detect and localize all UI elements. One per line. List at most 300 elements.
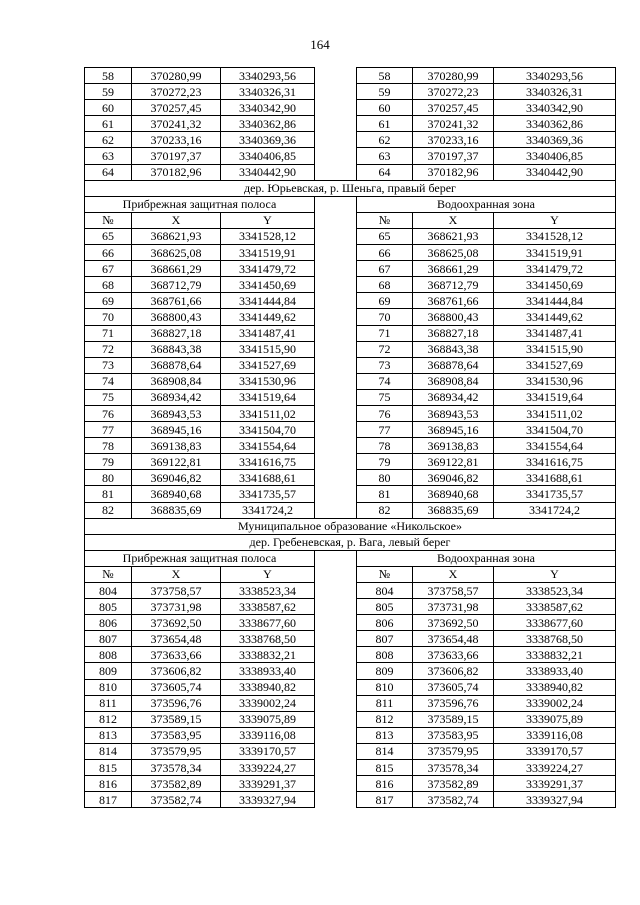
x-coordinate-cell: 373758,57 <box>413 583 494 599</box>
column-gap <box>315 663 357 679</box>
point-number-cell: 78 <box>357 438 413 454</box>
point-number-cell: 815 <box>357 760 413 776</box>
x-coordinate-cell: 368835,69 <box>132 502 221 518</box>
x-coordinate-cell: 368625,08 <box>413 245 494 261</box>
x-coordinate-cell: 373578,34 <box>132 760 221 776</box>
point-number-cell: 811 <box>357 695 413 711</box>
y-coordinate-cell: 3341616,75 <box>494 454 616 470</box>
column-gap <box>315 277 357 293</box>
y-coordinate-cell: 3339291,37 <box>494 776 616 792</box>
y-coordinate-cell: 3340362,86 <box>494 116 616 132</box>
column-header-num: № <box>357 212 413 228</box>
point-number-cell: 80 <box>85 470 132 486</box>
x-coordinate-cell: 373692,50 <box>413 615 494 631</box>
y-coordinate-cell: 3338832,21 <box>494 647 616 663</box>
column-gap <box>315 68 357 84</box>
column-gap <box>315 727 357 743</box>
x-coordinate-cell: 369138,83 <box>132 438 221 454</box>
x-coordinate-cell: 370182,96 <box>132 164 221 180</box>
y-coordinate-cell: 3340293,56 <box>494 68 616 84</box>
section-title: Муниципальное образование «Никольское» <box>85 518 616 534</box>
x-coordinate-cell: 369046,82 <box>413 470 494 486</box>
point-number-cell: 807 <box>357 631 413 647</box>
point-number-cell: 69 <box>85 293 132 309</box>
point-number-cell: 814 <box>357 743 413 759</box>
point-number-cell: 816 <box>357 776 413 792</box>
y-coordinate-cell: 3341511,02 <box>494 405 616 421</box>
y-coordinate-cell: 3341487,41 <box>221 325 315 341</box>
y-coordinate-cell: 3341511,02 <box>221 405 315 421</box>
column-gap <box>315 228 357 244</box>
y-coordinate-cell: 3339002,24 <box>221 695 315 711</box>
table-row <box>85 389 616 405</box>
column-gap <box>315 566 357 582</box>
column-gap <box>315 132 357 148</box>
column-gap <box>315 261 357 277</box>
column-header-x: X <box>132 212 221 228</box>
table-row <box>85 100 616 116</box>
y-coordinate-cell: 3339075,89 <box>494 711 616 727</box>
y-coordinate-cell: 3339327,94 <box>494 792 616 808</box>
table-row <box>85 405 616 421</box>
table-row <box>85 599 616 615</box>
x-coordinate-cell: 368945,16 <box>132 422 221 438</box>
y-coordinate-cell: 3341735,57 <box>221 486 315 502</box>
column-gap <box>315 373 357 389</box>
table-row <box>85 454 616 470</box>
section-title: дер. Юрьевская, р. Шеньга, правый берег <box>85 180 616 196</box>
x-coordinate-cell: 370241,32 <box>413 116 494 132</box>
x-coordinate-cell: 373578,34 <box>413 760 494 776</box>
point-number-cell: 68 <box>85 277 132 293</box>
table-row <box>85 132 616 148</box>
x-coordinate-cell: 373582,74 <box>413 792 494 808</box>
table-row <box>85 631 616 647</box>
column-gap <box>315 341 357 357</box>
column-gap <box>315 293 357 309</box>
x-coordinate-cell: 368621,93 <box>132 228 221 244</box>
x-coordinate-cell: 373583,95 <box>413 727 494 743</box>
section-title: дер. Гребеневская, р. Вага, левый берег <box>85 534 616 550</box>
y-coordinate-cell: 3341504,70 <box>494 422 616 438</box>
table-row <box>85 261 616 277</box>
column-header-num: № <box>85 212 132 228</box>
y-coordinate-cell: 3340406,85 <box>221 148 315 164</box>
y-coordinate-cell: 3341479,72 <box>221 261 315 277</box>
y-coordinate-cell: 3338768,50 <box>221 631 315 647</box>
y-coordinate-cell: 3341688,61 <box>494 470 616 486</box>
y-coordinate-cell: 3339002,24 <box>494 695 616 711</box>
x-coordinate-cell: 373579,95 <box>132 743 221 759</box>
point-number-cell: 75 <box>357 389 413 405</box>
y-coordinate-cell: 3339170,57 <box>221 743 315 759</box>
x-coordinate-cell: 370280,99 <box>132 68 221 84</box>
point-number-cell: 81 <box>85 486 132 502</box>
point-number-cell: 810 <box>85 679 132 695</box>
column-gap <box>315 583 357 599</box>
column-gap <box>315 550 357 566</box>
point-number-cell: 812 <box>357 711 413 727</box>
y-coordinate-cell: 3339224,27 <box>221 760 315 776</box>
y-coordinate-cell: 3341515,90 <box>494 341 616 357</box>
column-gap <box>315 245 357 261</box>
point-number-cell: 58 <box>357 68 413 84</box>
table-row <box>85 228 616 244</box>
point-number-cell: 812 <box>85 711 132 727</box>
y-coordinate-cell: 3341519,91 <box>494 245 616 261</box>
point-number-cell: 809 <box>85 663 132 679</box>
x-coordinate-cell: 370233,16 <box>413 132 494 148</box>
y-coordinate-cell: 3338677,60 <box>494 615 616 631</box>
y-coordinate-cell: 3338933,40 <box>494 663 616 679</box>
y-coordinate-cell: 3341735,57 <box>494 486 616 502</box>
table-row <box>85 615 616 631</box>
column-gap <box>315 776 357 792</box>
y-coordinate-cell: 3341724,2 <box>221 502 315 518</box>
point-number-cell: 806 <box>85 615 132 631</box>
column-header-num: № <box>85 566 132 582</box>
x-coordinate-cell: 368878,64 <box>132 357 221 373</box>
point-number-cell: 73 <box>85 357 132 373</box>
y-coordinate-cell: 3339291,37 <box>221 776 315 792</box>
section-title-row <box>85 180 616 196</box>
point-number-cell: 804 <box>357 583 413 599</box>
column-header-y: Y <box>221 212 315 228</box>
table-row <box>85 68 616 84</box>
y-coordinate-cell: 3341519,64 <box>221 389 315 405</box>
x-coordinate-cell: 370280,99 <box>413 68 494 84</box>
y-coordinate-cell: 3341528,12 <box>221 228 315 244</box>
column-gap <box>315 502 357 518</box>
coastal-protective-strip-header: Прибрежная защитная полоса <box>85 550 315 566</box>
x-coordinate-cell: 368761,66 <box>132 293 221 309</box>
column-gap <box>315 679 357 695</box>
x-coordinate-cell: 373731,98 <box>413 599 494 615</box>
point-number-cell: 813 <box>85 727 132 743</box>
table-row <box>85 583 616 599</box>
x-coordinate-cell: 368835,69 <box>413 502 494 518</box>
point-number-cell: 72 <box>85 341 132 357</box>
y-coordinate-cell: 3341444,84 <box>221 293 315 309</box>
y-coordinate-cell: 3341528,12 <box>494 228 616 244</box>
column-gap <box>315 760 357 776</box>
table-row <box>85 293 616 309</box>
x-coordinate-cell: 368843,38 <box>413 341 494 357</box>
y-coordinate-cell: 3341554,64 <box>494 438 616 454</box>
column-header-x: X <box>413 566 494 582</box>
point-number-cell: 807 <box>85 631 132 647</box>
x-coordinate-cell: 373596,76 <box>132 695 221 711</box>
point-number-cell: 804 <box>85 583 132 599</box>
column-gap <box>315 631 357 647</box>
table-row <box>85 84 616 100</box>
point-number-cell: 66 <box>85 245 132 261</box>
point-number-cell: 67 <box>357 261 413 277</box>
x-coordinate-cell: 368712,79 <box>413 277 494 293</box>
x-coordinate-cell: 373731,98 <box>132 599 221 615</box>
point-number-cell: 69 <box>357 293 413 309</box>
y-coordinate-cell: 3341519,91 <box>221 245 315 261</box>
y-coordinate-cell: 3341444,84 <box>494 293 616 309</box>
column-gap <box>315 309 357 325</box>
table-row <box>85 647 616 663</box>
x-coordinate-cell: 370272,23 <box>132 84 221 100</box>
x-coordinate-cell: 373596,76 <box>413 695 494 711</box>
table-row <box>85 164 616 180</box>
x-coordinate-cell: 368827,18 <box>132 325 221 341</box>
point-number-cell: 63 <box>85 148 132 164</box>
coastal-protective-strip-header: Прибрежная защитная полоса <box>85 196 315 212</box>
x-coordinate-cell: 370257,45 <box>413 100 494 116</box>
table-row <box>85 502 616 518</box>
y-coordinate-cell: 3341450,69 <box>221 277 315 293</box>
point-number-cell: 62 <box>357 132 413 148</box>
y-coordinate-cell: 3338587,62 <box>494 599 616 615</box>
table-row <box>85 760 616 776</box>
x-coordinate-cell: 373758,57 <box>132 583 221 599</box>
y-coordinate-cell: 3341515,90 <box>221 341 315 357</box>
y-coordinate-cell: 3338768,50 <box>494 631 616 647</box>
column-header-x: X <box>132 566 221 582</box>
column-gap <box>315 486 357 502</box>
table-row <box>85 792 616 808</box>
table-row <box>85 695 616 711</box>
point-number-cell: 60 <box>85 100 132 116</box>
point-number-cell: 81 <box>357 486 413 502</box>
table-row <box>85 116 616 132</box>
column-header-y: Y <box>221 566 315 582</box>
column-header-x: X <box>413 212 494 228</box>
y-coordinate-cell: 3339170,57 <box>494 743 616 759</box>
x-coordinate-cell: 373582,89 <box>132 776 221 792</box>
point-number-cell: 59 <box>357 84 413 100</box>
column-header-num: № <box>357 566 413 582</box>
y-coordinate-cell: 3341616,75 <box>221 454 315 470</box>
zone-header-row <box>85 550 616 566</box>
point-number-cell: 60 <box>357 100 413 116</box>
point-number-cell: 61 <box>85 116 132 132</box>
point-number-cell: 810 <box>357 679 413 695</box>
y-coordinate-cell: 3340342,90 <box>221 100 315 116</box>
point-number-cell: 76 <box>357 405 413 421</box>
column-gap <box>315 389 357 405</box>
x-coordinate-cell: 369046,82 <box>132 470 221 486</box>
point-number-cell: 77 <box>357 422 413 438</box>
point-number-cell: 817 <box>357 792 413 808</box>
column-gap <box>315 647 357 663</box>
x-coordinate-cell: 368934,42 <box>132 389 221 405</box>
x-coordinate-cell: 368945,16 <box>413 422 494 438</box>
y-coordinate-cell: 3340342,90 <box>494 100 616 116</box>
coordinates-table <box>84 67 616 808</box>
x-coordinate-cell: 370272,23 <box>413 84 494 100</box>
point-number-cell: 64 <box>357 164 413 180</box>
table-row <box>85 357 616 373</box>
y-coordinate-cell: 3340442,90 <box>221 164 315 180</box>
table-row <box>85 679 616 695</box>
column-gap <box>315 196 357 212</box>
y-coordinate-cell: 3341450,69 <box>494 277 616 293</box>
x-coordinate-cell: 368943,53 <box>413 405 494 421</box>
x-coordinate-cell: 368625,08 <box>132 245 221 261</box>
column-gap <box>315 325 357 341</box>
point-number-cell: 78 <box>85 438 132 454</box>
x-coordinate-cell: 373606,82 <box>132 663 221 679</box>
y-coordinate-cell: 3339327,94 <box>221 792 315 808</box>
column-gap <box>315 615 357 631</box>
x-coordinate-cell: 373582,89 <box>413 776 494 792</box>
x-coordinate-cell: 369122,81 <box>132 454 221 470</box>
point-number-cell: 805 <box>357 599 413 615</box>
column-gap <box>315 164 357 180</box>
x-coordinate-cell: 368908,84 <box>413 373 494 389</box>
y-coordinate-cell: 3338940,82 <box>221 679 315 695</box>
x-coordinate-cell: 368800,43 <box>413 309 494 325</box>
table-row <box>85 727 616 743</box>
point-number-cell: 74 <box>85 373 132 389</box>
column-header-y: Y <box>494 566 616 582</box>
column-gap <box>315 84 357 100</box>
x-coordinate-cell: 368712,79 <box>132 277 221 293</box>
column-gap <box>315 711 357 727</box>
point-number-cell: 74 <box>357 373 413 389</box>
y-coordinate-cell: 3340369,36 <box>494 132 616 148</box>
x-coordinate-cell: 373633,66 <box>132 647 221 663</box>
point-number-cell: 76 <box>85 405 132 421</box>
column-gap <box>315 405 357 421</box>
y-coordinate-cell: 3341479,72 <box>494 261 616 277</box>
y-coordinate-cell: 3340406,85 <box>494 148 616 164</box>
column-header-row <box>85 212 616 228</box>
y-coordinate-cell: 3339224,27 <box>494 760 616 776</box>
y-coordinate-cell: 3339116,08 <box>221 727 315 743</box>
point-number-cell: 79 <box>357 454 413 470</box>
table-row <box>85 422 616 438</box>
y-coordinate-cell: 3341530,96 <box>221 373 315 389</box>
point-number-cell: 808 <box>357 647 413 663</box>
y-coordinate-cell: 3338523,34 <box>221 583 315 599</box>
point-number-cell: 82 <box>357 502 413 518</box>
section-title-row <box>85 534 616 550</box>
y-coordinate-cell: 3341487,41 <box>494 325 616 341</box>
point-number-cell: 61 <box>357 116 413 132</box>
column-gap <box>315 599 357 615</box>
y-coordinate-cell: 3341449,62 <box>221 309 315 325</box>
x-coordinate-cell: 373692,50 <box>132 615 221 631</box>
y-coordinate-cell: 3341527,69 <box>221 357 315 373</box>
y-coordinate-cell: 3338587,62 <box>221 599 315 615</box>
water-protection-zone-header: Водоохранная зона <box>357 550 616 566</box>
column-gap <box>315 116 357 132</box>
x-coordinate-cell: 368827,18 <box>413 325 494 341</box>
y-coordinate-cell: 3341527,69 <box>494 357 616 373</box>
point-number-cell: 70 <box>85 309 132 325</box>
point-number-cell: 72 <box>357 341 413 357</box>
column-gap <box>315 148 357 164</box>
point-number-cell: 817 <box>85 792 132 808</box>
x-coordinate-cell: 368934,42 <box>413 389 494 405</box>
point-number-cell: 813 <box>357 727 413 743</box>
column-gap <box>315 212 357 228</box>
x-coordinate-cell: 373606,82 <box>413 663 494 679</box>
point-number-cell: 806 <box>357 615 413 631</box>
x-coordinate-cell: 369138,83 <box>413 438 494 454</box>
column-gap <box>315 695 357 711</box>
table-row <box>85 373 616 389</box>
y-coordinate-cell: 3341688,61 <box>221 470 315 486</box>
table-row <box>85 486 616 502</box>
y-coordinate-cell: 3341504,70 <box>221 422 315 438</box>
section-title-row <box>85 518 616 534</box>
y-coordinate-cell: 3340369,36 <box>221 132 315 148</box>
x-coordinate-cell: 368943,53 <box>132 405 221 421</box>
point-number-cell: 808 <box>85 647 132 663</box>
x-coordinate-cell: 368843,38 <box>132 341 221 357</box>
column-gap <box>315 454 357 470</box>
table-row <box>85 341 616 357</box>
y-coordinate-cell: 3338832,21 <box>221 647 315 663</box>
point-number-cell: 66 <box>357 245 413 261</box>
x-coordinate-cell: 368661,29 <box>132 261 221 277</box>
point-number-cell: 75 <box>85 389 132 405</box>
point-number-cell: 68 <box>357 277 413 293</box>
x-coordinate-cell: 370197,37 <box>413 148 494 164</box>
x-coordinate-cell: 370233,16 <box>132 132 221 148</box>
column-gap <box>315 743 357 759</box>
column-gap <box>315 422 357 438</box>
x-coordinate-cell: 373654,48 <box>413 631 494 647</box>
x-coordinate-cell: 370197,37 <box>132 148 221 164</box>
x-coordinate-cell: 373579,95 <box>413 743 494 759</box>
table-row <box>85 277 616 293</box>
y-coordinate-cell: 3341530,96 <box>494 373 616 389</box>
point-number-cell: 67 <box>85 261 132 277</box>
x-coordinate-cell: 373605,74 <box>132 679 221 695</box>
y-coordinate-cell: 3340442,90 <box>494 164 616 180</box>
point-number-cell: 77 <box>85 422 132 438</box>
point-number-cell: 64 <box>85 164 132 180</box>
point-number-cell: 58 <box>85 68 132 84</box>
x-coordinate-cell: 368940,68 <box>132 486 221 502</box>
y-coordinate-cell: 3338933,40 <box>221 663 315 679</box>
x-coordinate-cell: 373654,48 <box>132 631 221 647</box>
point-number-cell: 65 <box>357 228 413 244</box>
column-gap <box>315 470 357 486</box>
x-coordinate-cell: 370241,32 <box>132 116 221 132</box>
y-coordinate-cell: 3341449,62 <box>494 309 616 325</box>
point-number-cell: 71 <box>357 325 413 341</box>
x-coordinate-cell: 373589,15 <box>132 711 221 727</box>
x-coordinate-cell: 368661,29 <box>413 261 494 277</box>
point-number-cell: 71 <box>85 325 132 341</box>
y-coordinate-cell: 3340362,86 <box>221 116 315 132</box>
x-coordinate-cell: 370182,96 <box>413 164 494 180</box>
y-coordinate-cell: 3338523,34 <box>494 583 616 599</box>
point-number-cell: 809 <box>357 663 413 679</box>
point-number-cell: 82 <box>85 502 132 518</box>
x-coordinate-cell: 373582,74 <box>132 792 221 808</box>
table-row <box>85 743 616 759</box>
column-header-row <box>85 566 616 582</box>
point-number-cell: 63 <box>357 148 413 164</box>
y-coordinate-cell: 3338940,82 <box>494 679 616 695</box>
point-number-cell: 811 <box>85 695 132 711</box>
y-coordinate-cell: 3339075,89 <box>221 711 315 727</box>
y-coordinate-cell: 3340326,31 <box>494 84 616 100</box>
point-number-cell: 59 <box>85 84 132 100</box>
y-coordinate-cell: 3340326,31 <box>221 84 315 100</box>
table-row <box>85 309 616 325</box>
